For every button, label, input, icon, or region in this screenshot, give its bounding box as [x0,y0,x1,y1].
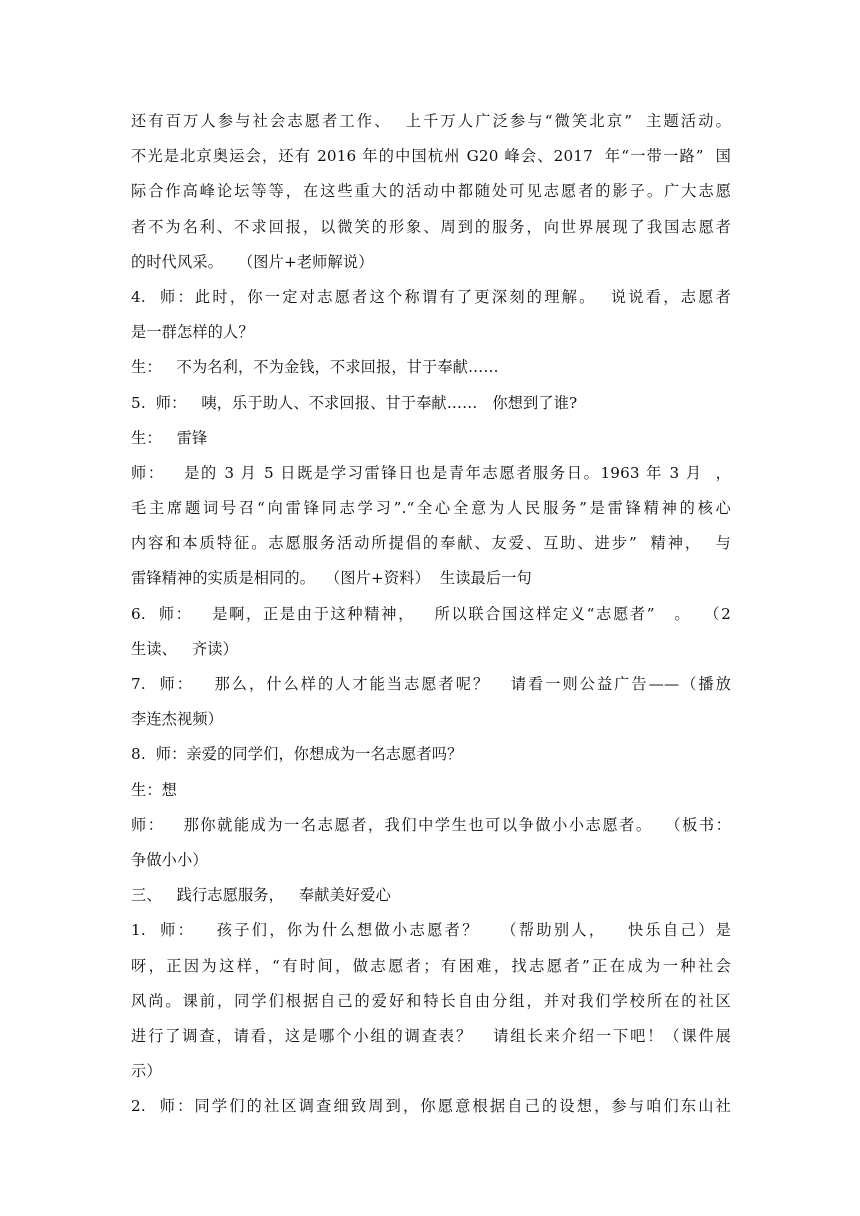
text-line: 风尚。课前，同学们根据自己的爱好和特长自由分组，并对我们学校所在的社区 [131,991,731,1010]
text-line: 1. 师： 孩子们，你为什么想做小志愿者？ （帮助别人， 快乐自己）是 [131,921,731,940]
text-line: 生： 雷锋 [131,428,208,447]
text-line: 争做小小） [131,850,208,869]
text-line: 7. 师： 那么，什么样的人才能当志愿者呢？ 请看一则公益广告——（播放 [131,675,731,693]
text-line: 雷锋精神的实质是相同的。 （图片+资料） 生读最后一句 [131,569,532,588]
text-line: 三、 践行志愿服务， 奉献美好爱心 [131,886,391,905]
text-line: 生读、 齐读） [131,639,238,658]
text-line: 内容和本质特征。志愿服务活动所提倡的奉献、友爱、互助、进步” 精神， 与 [131,534,731,553]
text-line: 呀，正因为这样，“有时间，做志愿者；有困难，找志愿者”正在成为一种社会 [131,956,731,975]
text-line: 的时代风采。 （图片+老师解说） [131,252,374,271]
text-line: 5. 师： 咦，乐于助人、不求回报、甘于奉献…… 你想到了谁? [131,393,578,412]
text-line: 师： 是的 3 月 5 日既是学习雷锋日也是青年志愿者服务日。1963 年 3 月 ， [131,463,731,482]
text-line: 8. 师：亲爱的同学们，你想成为一名志愿者吗？ [131,745,463,764]
text-line: 进行了调查，请看，这是哪个小组的调查表？ 请组长来介绍一下吧！（课件展 [131,1026,731,1045]
text-line: 李连杰视频） [131,710,224,729]
body-text [131,104,731,1124]
text-line: 4. 师：此时，你一定对志愿者这个称谓有了更深刻的理解。 说说看，志愿者 [131,287,731,306]
text-line: 生： 不为名利，不为金钱，不求回报，甘于奉献…… [131,358,499,377]
text-line: 示） [131,1062,162,1081]
text-line: 者不为名利、不求回报，以微笑的形象、周到的服务，向世界展现了我国志愿者 [131,217,731,236]
text-line: 毛主席题词号召“向雷锋同志学习”.“全心全意为人民服务”是雷锋精神的核心 [131,499,731,518]
text-line: 师： 那你就能成为一名志愿者，我们中学生也可以争做小小志愿者。 （板书： [131,815,731,834]
text-line: 2. 师：同学们的社区调查细致周到，你愿意根据自己的设想，参与咱们东山社 [131,1097,731,1116]
text-line: 不光是北京奥运会，还有 2016 年的中国杭州 G20 峰会、2017 年“一带一路” 国 [131,147,731,166]
text-line: 生：想 [131,780,178,799]
text-line: 际合作高峰论坛等等，在这些重大的活动中都随处可见志愿者的影子。广大志愿 [131,182,731,201]
text-line: 还有百万人参与社会志愿者工作、 上千万人广泛参与“微笑北京” 主题活动。 [131,112,731,130]
text-line: 是一群怎样的人？ [131,323,254,342]
text-line: 6. 师： 是啊，正是由于这种精神， 所以联合国这样定义“志愿者” 。 （2 [131,604,731,623]
